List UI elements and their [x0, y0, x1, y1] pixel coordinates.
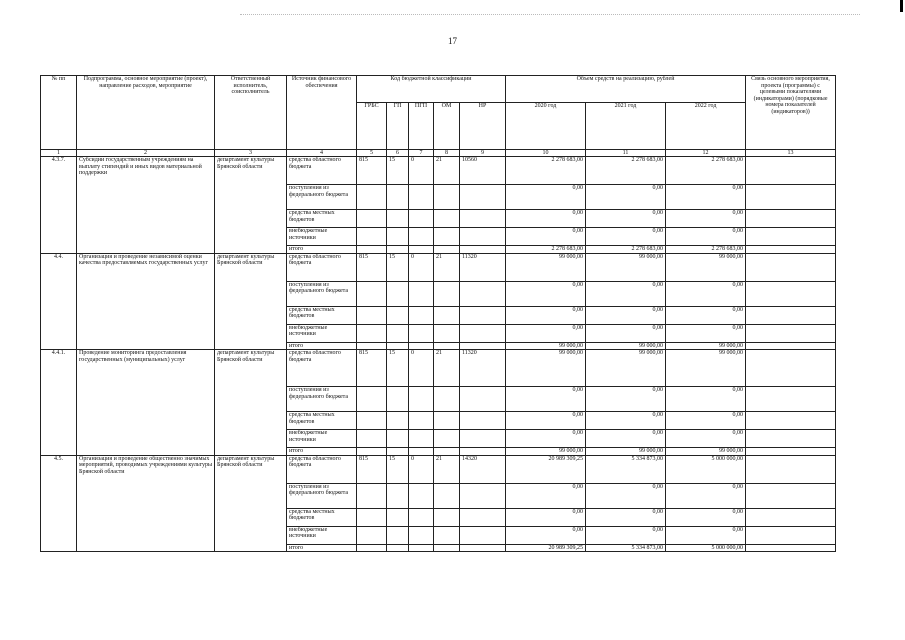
- amount-2020: 0,00: [506, 281, 586, 306]
- code-empty: [434, 306, 460, 324]
- code-pgp: 0: [409, 253, 434, 281]
- amount-2022: 5 000 000,00: [666, 544, 746, 552]
- amount-2022: 0,00: [666, 387, 746, 412]
- amount-2022: 0,00: [666, 508, 746, 526]
- item-name: Проведение мониторинга предоставления государственных (муниципальных) услуг: [77, 350, 215, 456]
- amount-2022: 0,00: [666, 324, 746, 342]
- funding-source: внебюджетные источники: [287, 228, 357, 246]
- amount-2021: 0,00: [586, 412, 666, 430]
- amount-2020: 0,00: [506, 387, 586, 412]
- code-empty: [409, 306, 434, 324]
- code-empty: [409, 430, 434, 448]
- amount-2022: 99 000,00: [666, 350, 746, 387]
- code-empty: [409, 228, 434, 246]
- amount-2020: 0,00: [506, 526, 586, 544]
- code-empty: [409, 387, 434, 412]
- code-empty: [460, 228, 506, 246]
- code-empty: [357, 185, 387, 210]
- code-empty: [409, 412, 434, 430]
- funding-source: итого: [287, 448, 357, 456]
- header-source: Источник финансового обеспечения: [287, 76, 357, 150]
- funding-source: итого: [287, 342, 357, 350]
- code-empty: [409, 210, 434, 228]
- amount-2022: 0,00: [666, 281, 746, 306]
- indicator-link: [746, 387, 836, 412]
- amount-2020: 0,00: [506, 228, 586, 246]
- amount-2021: 0,00: [586, 324, 666, 342]
- amount-2021: 0,00: [586, 526, 666, 544]
- funding-source: средства областного бюджета: [287, 253, 357, 281]
- item-responsible: департамент культуры Брянской области: [215, 455, 287, 552]
- funding-source: средства местных бюджетов: [287, 508, 357, 526]
- item-number: 4.3.7.: [41, 157, 77, 254]
- header-nr: НР: [460, 103, 506, 150]
- code-nr: 14320: [460, 455, 506, 483]
- header-2020: 2020 год: [506, 103, 586, 150]
- code-empty: [434, 342, 460, 350]
- header-row-top: [41, 76, 836, 103]
- page-number: 17: [448, 36, 457, 46]
- code-empty: [460, 526, 506, 544]
- code-empty: [434, 412, 460, 430]
- table-row: [41, 350, 836, 387]
- header-link: Связь основного мероприятия, проекта (программы) с целевыми показателями (индикаторами) (порядковые номера показателей (индикаторов)): [746, 76, 836, 150]
- table-row: [41, 157, 836, 185]
- item-name: Организация и проведение общественно значимых мероприятий, проводимых учреждениями культуры Брянской области: [77, 455, 215, 552]
- amount-2022: 0,00: [666, 483, 746, 508]
- code-empty: [409, 324, 434, 342]
- header-program: Подпрограмма, основное мероприятие (проект), направление расходов, мероприятие: [77, 76, 215, 150]
- funding-source: итого: [287, 246, 357, 254]
- amount-2022: 0,00: [666, 228, 746, 246]
- amount-2020: 2 278 683,00: [506, 246, 586, 254]
- code-empty: [357, 544, 387, 552]
- amount-2021: 99 000,00: [586, 350, 666, 387]
- code-empty: [434, 483, 460, 508]
- code-gp: 15: [387, 455, 409, 483]
- code-nr: 11320: [460, 350, 506, 387]
- amount-2020: 20 989 309,25: [506, 455, 586, 483]
- column-number: 7: [409, 150, 434, 157]
- amount-2021: 0,00: [586, 185, 666, 210]
- code-om: 21: [434, 455, 460, 483]
- code-empty: [387, 342, 409, 350]
- code-empty: [387, 185, 409, 210]
- amount-2022: 0,00: [666, 430, 746, 448]
- amount-2022: 99 000,00: [666, 253, 746, 281]
- indicator-link: [746, 185, 836, 210]
- item-responsible: департамент культуры Брянской области: [215, 157, 287, 254]
- code-empty: [387, 281, 409, 306]
- code-empty: [409, 544, 434, 552]
- code-empty: [460, 448, 506, 456]
- code-empty: [387, 412, 409, 430]
- amount-2022: 2 278 683,00: [666, 246, 746, 254]
- code-empty: [387, 483, 409, 508]
- code-empty: [357, 324, 387, 342]
- amount-2021: 2 278 683,00: [586, 246, 666, 254]
- amount-2022: 0,00: [666, 412, 746, 430]
- code-empty: [434, 246, 460, 254]
- code-grbs: 815: [357, 157, 387, 185]
- code-empty: [434, 448, 460, 456]
- item-name: Субсидии государственным учреждениям на выплату стипендий и иных видов материальной поддержки: [77, 157, 215, 254]
- amount-2022: 99 000,00: [666, 342, 746, 350]
- code-om: 21: [434, 157, 460, 185]
- header-grbs: ГРБС: [357, 103, 387, 150]
- funding-source: итого: [287, 544, 357, 552]
- code-empty: [357, 483, 387, 508]
- code-gp: 15: [387, 253, 409, 281]
- code-empty: [409, 281, 434, 306]
- amount-2021: 99 000,00: [586, 448, 666, 456]
- indicator-link: [746, 508, 836, 526]
- amount-2020: 99 000,00: [506, 253, 586, 281]
- code-empty: [357, 387, 387, 412]
- amount-2022: 0,00: [666, 210, 746, 228]
- indicator-link: [746, 246, 836, 254]
- amount-2020: 0,00: [506, 210, 586, 228]
- amount-2022: 0,00: [666, 306, 746, 324]
- funding-source: внебюджетные источники: [287, 324, 357, 342]
- column-number: 13: [746, 150, 836, 157]
- item-responsible: департамент культуры Брянской области: [215, 350, 287, 456]
- code-pgp: 0: [409, 350, 434, 387]
- code-empty: [387, 508, 409, 526]
- code-empty: [460, 544, 506, 552]
- header-2022: 2022 год: [666, 103, 746, 150]
- amount-2021: 0,00: [586, 430, 666, 448]
- amount-2020: 99 000,00: [506, 448, 586, 456]
- code-empty: [460, 185, 506, 210]
- budget-table: [40, 75, 836, 552]
- table-row: [41, 253, 836, 281]
- indicator-link: [746, 526, 836, 544]
- amount-2020: 0,00: [506, 306, 586, 324]
- amount-2022: 5 000 000,00: [666, 455, 746, 483]
- indicator-link: [746, 448, 836, 456]
- code-pgp: 0: [409, 455, 434, 483]
- code-empty: [434, 324, 460, 342]
- code-empty: [357, 412, 387, 430]
- code-empty: [357, 281, 387, 306]
- amount-2021: 5 334 873,00: [586, 544, 666, 552]
- amount-2021: 0,00: [586, 210, 666, 228]
- header-num: № пп: [41, 76, 77, 150]
- amount-2021: 0,00: [586, 387, 666, 412]
- amount-2021: 2 278 683,00: [586, 157, 666, 185]
- indicator-link: [746, 483, 836, 508]
- code-nr: 10560: [460, 157, 506, 185]
- code-empty: [460, 430, 506, 448]
- indicator-link: [746, 281, 836, 306]
- funding-source: средства областного бюджета: [287, 455, 357, 483]
- item-responsible: департамент культуры Брянской области: [215, 253, 287, 350]
- code-empty: [434, 281, 460, 306]
- indicator-link: [746, 253, 836, 281]
- column-number: 9: [460, 150, 506, 157]
- indicator-link: [746, 306, 836, 324]
- column-number: 1: [41, 150, 77, 157]
- code-empty: [434, 526, 460, 544]
- column-number-row: [41, 150, 836, 157]
- code-empty: [387, 228, 409, 246]
- amount-2020: 20 989 309,25: [506, 544, 586, 552]
- amount-2020: 0,00: [506, 430, 586, 448]
- code-empty: [434, 544, 460, 552]
- column-number: 10: [506, 150, 586, 157]
- funding-source: поступления из федерального бюджета: [287, 387, 357, 412]
- header-pgp: ПГП: [409, 103, 434, 150]
- indicator-link: [746, 544, 836, 552]
- code-empty: [357, 228, 387, 246]
- header-budget-code: Код бюджетной классификации: [357, 76, 506, 103]
- scan-edge-mark: [900, 0, 903, 12]
- code-empty: [434, 210, 460, 228]
- code-empty: [357, 246, 387, 254]
- amount-2020: 0,00: [506, 412, 586, 430]
- funding-source: средства местных бюджетов: [287, 412, 357, 430]
- column-number: 11: [586, 150, 666, 157]
- amount-2021: 0,00: [586, 228, 666, 246]
- code-empty: [357, 210, 387, 228]
- indicator-link: [746, 228, 836, 246]
- code-empty: [460, 281, 506, 306]
- column-number: 5: [357, 150, 387, 157]
- code-grbs: 815: [357, 253, 387, 281]
- item-number: 4.4.1.: [41, 350, 77, 456]
- column-number: 4: [287, 150, 357, 157]
- indicator-link: [746, 324, 836, 342]
- amount-2020: 0,00: [506, 324, 586, 342]
- amount-2020: 0,00: [506, 483, 586, 508]
- indicator-link: [746, 157, 836, 185]
- funding-source: средства областного бюджета: [287, 157, 357, 185]
- item-name: Организация и проведение независимой оценки качества предоставляемых государственных услуг: [77, 253, 215, 350]
- column-number: 12: [666, 150, 746, 157]
- code-empty: [409, 483, 434, 508]
- code-gp: 15: [387, 350, 409, 387]
- funding-source: средства областного бюджета: [287, 350, 357, 387]
- code-empty: [409, 342, 434, 350]
- code-empty: [460, 246, 506, 254]
- code-empty: [434, 228, 460, 246]
- table-row: [41, 455, 836, 483]
- amount-2020: 99 000,00: [506, 342, 586, 350]
- code-empty: [434, 430, 460, 448]
- code-empty: [387, 526, 409, 544]
- funding-source: внебюджетные источники: [287, 430, 357, 448]
- code-empty: [409, 448, 434, 456]
- code-grbs: 815: [357, 455, 387, 483]
- column-number: 3: [215, 150, 287, 157]
- funding-source: поступления из федерального бюджета: [287, 281, 357, 306]
- item-number: 4.4.: [41, 253, 77, 350]
- amount-2022: 0,00: [666, 526, 746, 544]
- code-empty: [409, 526, 434, 544]
- amount-2020: 0,00: [506, 508, 586, 526]
- amount-2022: 0,00: [666, 185, 746, 210]
- amount-2020: 2 278 683,00: [506, 157, 586, 185]
- header-gp: ГП: [387, 103, 409, 150]
- code-nr: 11320: [460, 253, 506, 281]
- indicator-link: [746, 350, 836, 387]
- code-empty: [434, 508, 460, 526]
- code-empty: [460, 412, 506, 430]
- header-om: ОМ: [434, 103, 460, 150]
- funding-source: средства местных бюджетов: [287, 210, 357, 228]
- code-empty: [460, 324, 506, 342]
- code-empty: [387, 448, 409, 456]
- code-empty: [460, 483, 506, 508]
- code-empty: [357, 430, 387, 448]
- indicator-link: [746, 412, 836, 430]
- header-2021: 2021 год: [586, 103, 666, 150]
- code-empty: [387, 430, 409, 448]
- amount-2020: 99 000,00: [506, 350, 586, 387]
- indicator-link: [746, 430, 836, 448]
- funding-source: поступления из федерального бюджета: [287, 185, 357, 210]
- code-om: 21: [434, 350, 460, 387]
- item-number: 4.5.: [41, 455, 77, 552]
- code-empty: [460, 210, 506, 228]
- amount-2021: 99 000,00: [586, 253, 666, 281]
- column-number: 6: [387, 150, 409, 157]
- code-empty: [409, 185, 434, 210]
- code-empty: [460, 306, 506, 324]
- funding-source: внебюджетные источники: [287, 526, 357, 544]
- header-amount: Объем средств на реализацию, рублей: [506, 76, 746, 103]
- code-empty: [387, 544, 409, 552]
- code-om: 21: [434, 253, 460, 281]
- code-empty: [460, 387, 506, 412]
- code-empty: [357, 508, 387, 526]
- code-pgp: 0: [409, 157, 434, 185]
- code-empty: [434, 185, 460, 210]
- scan-artifact-line: [240, 14, 860, 15]
- funding-source: поступления из федерального бюджета: [287, 483, 357, 508]
- amount-2021: 5 334 873,00: [586, 455, 666, 483]
- code-empty: [387, 246, 409, 254]
- column-number: 2: [77, 150, 215, 157]
- code-gp: 15: [387, 157, 409, 185]
- column-number: 8: [434, 150, 460, 157]
- code-empty: [460, 342, 506, 350]
- indicator-link: [746, 342, 836, 350]
- code-empty: [434, 387, 460, 412]
- funding-source: средства местных бюджетов: [287, 306, 357, 324]
- code-empty: [409, 508, 434, 526]
- code-empty: [387, 306, 409, 324]
- amount-2022: 2 278 683,00: [666, 157, 746, 185]
- code-empty: [387, 387, 409, 412]
- indicator-link: [746, 210, 836, 228]
- amount-2020: 0,00: [506, 185, 586, 210]
- amount-2021: 0,00: [586, 483, 666, 508]
- code-empty: [357, 526, 387, 544]
- code-empty: [460, 508, 506, 526]
- code-grbs: 815: [357, 350, 387, 387]
- code-empty: [357, 306, 387, 324]
- code-empty: [409, 246, 434, 254]
- amount-2021: 0,00: [586, 281, 666, 306]
- indicator-link: [746, 455, 836, 483]
- header-responsible: Ответственный исполнитель, соисполнитель: [215, 76, 287, 150]
- amount-2021: 0,00: [586, 306, 666, 324]
- code-empty: [357, 342, 387, 350]
- amount-2022: 99 000,00: [666, 448, 746, 456]
- amount-2021: 0,00: [586, 508, 666, 526]
- amount-2021: 99 000,00: [586, 342, 666, 350]
- code-empty: [387, 210, 409, 228]
- code-empty: [387, 324, 409, 342]
- code-empty: [357, 448, 387, 456]
